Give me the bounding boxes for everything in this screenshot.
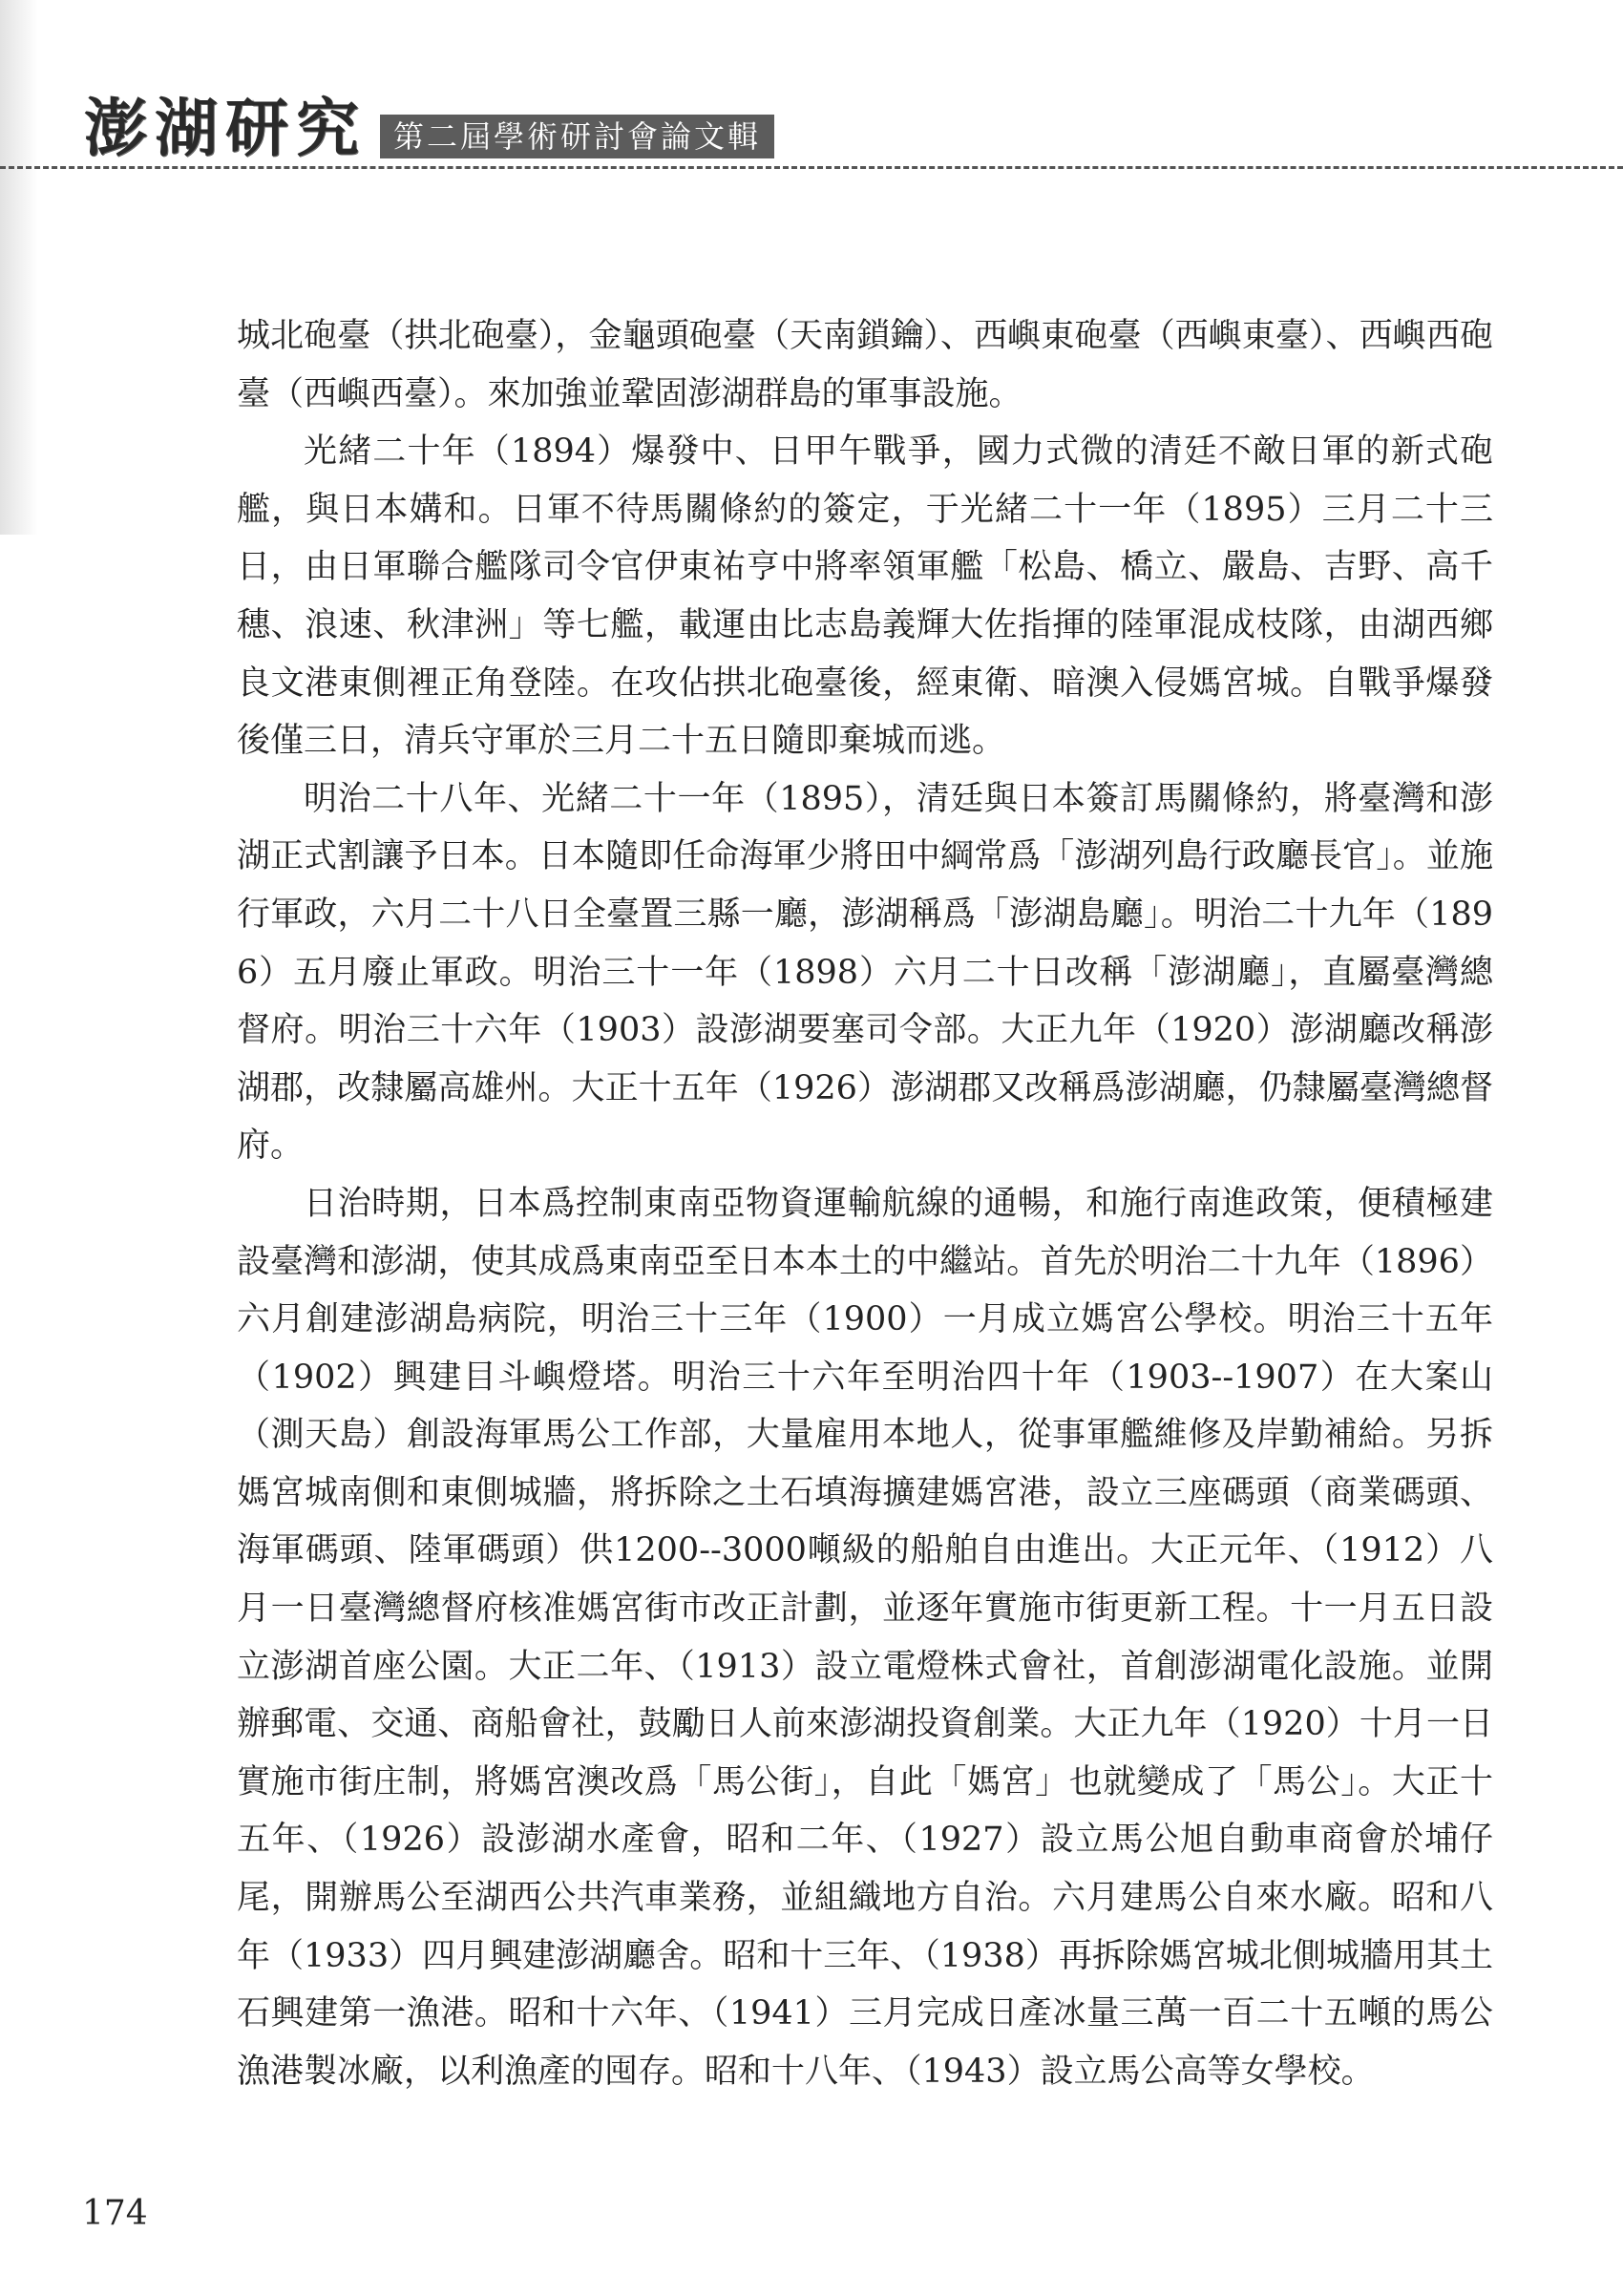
page-edge-shadow [0, 0, 38, 535]
page-number: 174 [82, 2194, 148, 2233]
journal-subtitle-badge: 第二屆學術研討會論文輯 [380, 115, 774, 158]
paragraph-2: 光緒二十年（1894）爆發中、日甲午戰爭，國力式微的清廷不敵日軍的新式砲艦，與日本媾和。日軍不待馬關條約的簽定，于光緒二十一年（1895）三月二十三日，由日軍聯合艦隊司令官伊東祐亨中將率領軍艦「松島、橋立、嚴島、吉野、高千穗、浪速、秋津洲」等七艦，載運由比志島義輝大佐指揮的陸軍混成枝隊，由湖西鄉良文港東側裡正角登陸。在攻佔拱北砲臺後，經東衛、暗澳入侵媽宮城。自戰爭爆發後僅三日，清兵守軍於三月二十五日隨即棄城而逃。 [237, 432, 1493, 761]
paragraph-1: 城北砲臺（拱北砲臺），金龜頭砲臺（天南鎖鑰）、西嶼東砲臺（西嶼東臺）、西嶼西砲臺（西嶼西臺）。來加強並鞏固澎湖群島的軍事設施。 [237, 317, 1493, 413]
article-body [237, 307, 1493, 2100]
header-dashed-divider [0, 166, 1623, 169]
paragraph-3: 明治二十八年、光緒二十一年（1895），清廷與日本簽訂馬關條約，將臺灣和澎湖正式割讓予日本。日本隨即任命海軍少將田中綱常爲「澎湖列島行政廳長官」。並施行軍政，六月二十八日全臺置三縣一廳，澎湖稱爲「澎湖島廳」。明治二十九年（1896）五月廢止軍政。明治三十一年（1898）六月二十日改稱「澎湖廳」，直屬臺灣總督府。明治三十六年（1903）設澎湖要塞司令部。大正九年（1920）澎湖廳改稱澎湖郡，改隸屬高雄州。大正十五年（1926）澎湖郡又改稱爲澎湖廳，仍隸屬臺灣總督府。 [237, 779, 1493, 1166]
running-header [84, 88, 774, 168]
journal-title: 澎湖研究 [84, 91, 367, 165]
paragraph-4: 日治時期，日本爲控制東南亞物資運輸航線的通暢，和施行南進政策，便積極建設臺灣和澎湖，使其成爲東南亞至日本本土的中繼站。首先於明治二十九年（1896）六月創建澎湖島病院，明治三十三年（1900）一月成立媽宮公學校。明治三十五年（1902）興建目斗嶼燈塔。明治三十六年至明治四十年（1903--1907）在大案山（測天島）創設海軍馬公工作部，大量雇用本地人，從事軍艦維修及岸勤補給。另拆媽宮城南側和東側城牆，將拆除之土石填海擴建媽宮港，設立三座碼頭（商業碼頭、海軍碼頭、陸軍碼頭）供1200--3000噸級的船舶自由進出。大正元年、（1912）八月一日臺灣總督府核准媽宮街市改正計劃，並逐年實施市街更新工程。十一月五日設立澎湖首座公園。大正二年、（1913）設立電燈株式會社，首創澎湖電化設施。並開辦郵電、交通、商船會社，鼓勵日人前來澎湖投資創業。大正九年（1920）十月一日實施市街庄制，將媽宮澳改爲「馬公街」，自此「媽宮」也就變成了「馬公」。大正十五年、（1926）設澎湖水產會，昭和二年、（1927）設立馬公旭自動車商會於埔仔尾，開辦馬公至湖西公共汽車業務，並組織地方自治。六月建馬公自來水廠。昭和八年（1933）四月興建澎湖廳舍。昭和十三年、（1938）再拆除媽宮城北側城牆用其土石興建第一漁港。昭和十六年、（1941）三月完成日產冰量三萬一百二十五噸的馬公漁港製冰廠，以利漁產的囤存。昭和十八年、（1943）設立馬公高等女學校。 [237, 1184, 1493, 2091]
